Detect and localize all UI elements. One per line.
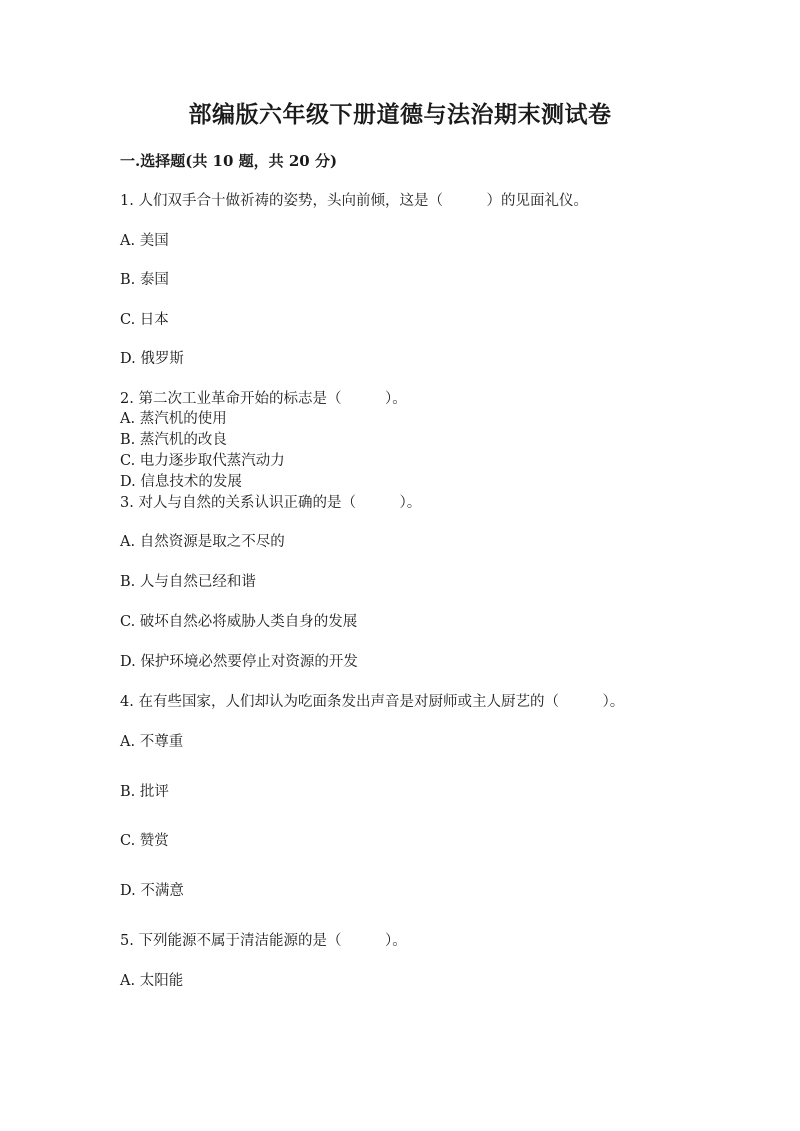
question-5-stem: 5. 下列能源不属于清洁能源的是（ ）。 — [120, 933, 407, 949]
question-1-option-a: A. 美国 — [120, 233, 169, 249]
question-4-option-a: A. 不尊重 — [120, 734, 184, 750]
question-2-option-c: C. 电力逐步取代蒸汽动力 — [120, 453, 285, 469]
question-1-option-b: B. 泰国 — [120, 272, 169, 288]
page-title: 部编版六年级下册道德与法治期末测试卷 — [188, 101, 612, 128]
question-4-option-d: D. 不满意 — [120, 883, 184, 899]
question-2-stem: 2. 第二次工业革命开始的标志是（ ）。 — [120, 391, 407, 407]
question-3-option-a: A. 自然资源是取之不尽的 — [120, 534, 285, 550]
question-2-option-b: B. 蒸汽机的改良 — [120, 432, 227, 448]
question-2-option-d: D. 信息技术的发展 — [120, 474, 242, 490]
question-1-stem: 1. 人们双手合十做祈祷的姿势，头向前倾，这是（ ）的见面礼仪。 — [120, 193, 588, 209]
question-3-stem: 3. 对人与自然的关系认识正确的是（ ）。 — [120, 495, 422, 511]
question-4-stem: 4. 在有些国家，人们却认为吃面条发出声音是对厨师或主人厨艺的（ ）。 — [120, 694, 625, 710]
question-1-option-d: D. 俄罗斯 — [120, 351, 184, 367]
question-2-option-a: A. 蒸汽机的使用 — [120, 411, 227, 427]
section-heading: 一.选择题(共 10 题，共 20 分) — [120, 152, 338, 170]
question-4-option-c: C. 赞赏 — [120, 833, 169, 849]
question-3-option-b: B. 人与自然已经和谐 — [120, 574, 256, 590]
question-1-option-c: C. 日本 — [120, 312, 169, 328]
question-3-option-c: C. 破坏自然必将威胁人类自身的发展 — [120, 614, 358, 630]
question-4-option-b: B. 批评 — [120, 784, 169, 800]
question-5-option-a: A. 太阳能 — [120, 973, 184, 989]
question-3-option-d: D. 保护环境必然要停止对资源的开发 — [120, 654, 358, 670]
